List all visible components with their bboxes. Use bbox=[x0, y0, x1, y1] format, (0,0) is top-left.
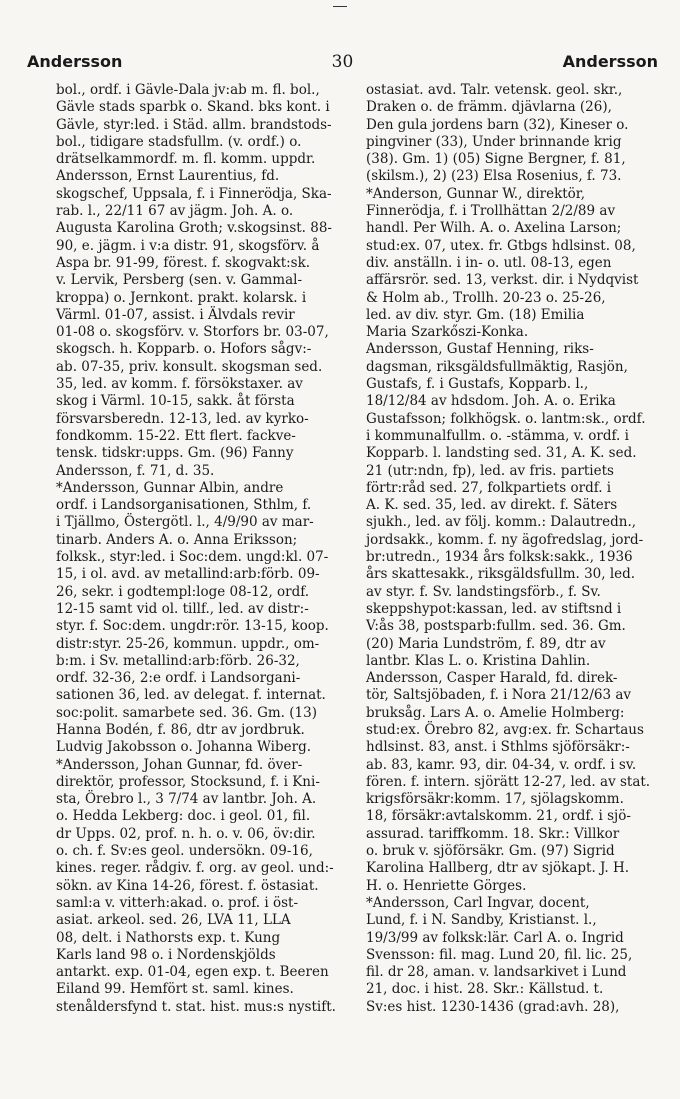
text-line: stenåldersfynd t. stat. hist. mus:s nystift. bbox=[56, 998, 336, 1015]
text-line: Hanna Bodén, f. 86, dtr av jordbruk. bbox=[56, 721, 305, 738]
text-line: förtr:råd sed. 27, folkpartiets ordf. i bbox=[366, 479, 612, 496]
text-line: o. ch. f. Sv:es geol. undersökn. 09-16, bbox=[56, 843, 313, 860]
text-line: Gustafsson; folkhögsk. o. lantm:sk., ordf. bbox=[366, 410, 646, 427]
text-line: dagsman, riksgäldsfullmäktig, Rasjön, bbox=[366, 358, 628, 375]
text-line: (skilsm.), 2) (23) Elsa Rosenius, f. 73. bbox=[366, 168, 622, 185]
text-line: affärsrör. sed. 13, verkst. dir. i Nydqvist bbox=[366, 272, 639, 289]
text-line: 26, sekr. i godtempl:loge 08-12, ordf. bbox=[56, 583, 310, 600]
text-line: av styr. f. Sv. landstingsförb., f. Sv. bbox=[366, 583, 601, 600]
text-line: bruksåg. Lars A. o. Amelie Holmberg: bbox=[366, 704, 625, 721]
text-line: 08, delt. i Nathorsts exp. t. Kung bbox=[56, 929, 281, 946]
entry-heading-line: Andersson, Gustaf Henning, riks- bbox=[366, 341, 594, 358]
running-head-left: Andersson bbox=[27, 52, 123, 71]
text-line: tensk. tidskr:upps. Gm. (96) Fanny bbox=[56, 445, 294, 462]
text-line: Värml. 01-07, assist. i Älvdals revir bbox=[56, 306, 295, 323]
text-line: sökn. av Kina 14-26, förest. f. östasiat. bbox=[56, 877, 319, 894]
text-line: Eiland 99. Hemfört st. saml. kines. bbox=[56, 981, 294, 998]
text-line: fil. dr 28, aman. v. landsarkivet i Lund bbox=[366, 964, 627, 981]
text-line: Augusta Karolina Groth; v.skogsinst. 88- bbox=[56, 220, 332, 237]
text-line: div. anställn. i in- o. utl. 08-13, egen bbox=[366, 254, 612, 271]
text-line: o. bruk v. sjöförsäkr. Gm. (97) Sigrid bbox=[366, 843, 615, 860]
text-line: tinarb. Anders A. o. Anna Eriksson; bbox=[56, 531, 298, 548]
text-line: krigsförsäkr:komm. 17, sjölagskomm. bbox=[366, 791, 624, 808]
text-line: asiat. arkeol. sed. 26, LVA 11, LLA bbox=[56, 912, 291, 929]
text-line: Svensson: fil. mag. Lund 20, fil. lic. 25, bbox=[366, 946, 633, 963]
text-line: Ludvig Jakobsson o. Johanna Wiberg. bbox=[56, 739, 312, 756]
text-line: tör, Saltsjöbaden, f. i Nora 21/12/63 av bbox=[366, 687, 632, 704]
text-line: års skattesakk., riksgäldsfullm. 30, led. bbox=[366, 566, 636, 583]
text-line: b:m. i Sv. metallind:arb:förb. 26-32, bbox=[56, 652, 300, 669]
text-line: Gävle, styr:led. i Städ. allm. brandstods- bbox=[56, 116, 332, 133]
entry-heading-line: *Andersson, Gunnar Albin, andre bbox=[56, 479, 284, 496]
text-line: skogsch. h. Kopparb. o. Hofors sågv:- bbox=[56, 341, 312, 358]
text-line: 21, doc. i hist. 28. Skr.: Källstud. t. bbox=[366, 981, 604, 998]
text-line: sationen 36, led. av delegat. f. internat. bbox=[56, 687, 326, 704]
text-line: 18/12/84 av hdsdom. Joh. A. o. Erika bbox=[366, 393, 616, 410]
entry-heading-line: Andersson, Ernst Laurentius, fd. bbox=[56, 168, 280, 185]
text-line: H. o. Henriette Görges. bbox=[366, 877, 527, 894]
text-line: A. K. sed. 35, led. av direkt. f. Säters bbox=[366, 497, 618, 514]
text-line: (20) Maria Lundström, f. 89, dtr av bbox=[366, 635, 606, 652]
page-number: 30 bbox=[331, 52, 354, 72]
text-line: Den gula jordens barn (32), Kineser o. bbox=[366, 116, 629, 133]
text-line: 21 (utr:ndn, fp), led. av fris. partiets bbox=[366, 462, 614, 479]
text-line: v. Lervik, Persberg (sen. v. Gammal- bbox=[56, 272, 303, 289]
text-line: Lund, f. i N. Sandby, Kristianst. l., bbox=[366, 912, 597, 929]
text-line: fören. f. intern. sjörätt 12-27, led. av stat. bbox=[366, 773, 651, 790]
text-line: Sv:es hist. 1230-1436 (grad:avh. 28), bbox=[366, 998, 620, 1015]
text-line: & Holm ab., Trollh. 20-23 o. 25-26, bbox=[366, 289, 606, 306]
text-line: led. av div. styr. Gm. (18) Emilia bbox=[366, 306, 585, 323]
text-line: assurad. tariffkomm. 18. Skr.: Villkor bbox=[366, 825, 620, 842]
text-line: dr Upps. 02, prof. n. h. o. v. 06, öv:dir. bbox=[56, 825, 316, 842]
text-line: ordf. i Landsorganisationen, Sthlm, f. bbox=[56, 497, 312, 514]
running-head-right: Andersson bbox=[562, 52, 658, 71]
text-line: i Tjällmo, Östergötl. l., 4/9/90 av mar- bbox=[56, 514, 314, 531]
left-column bbox=[56, 82, 362, 1016]
text-line: stud:ex. 07, utex. fr. Gtbgs hdlsinst. 08, bbox=[366, 237, 636, 254]
entry-heading-line: Andersson, Casper Harald, fd. direk- bbox=[366, 670, 618, 687]
page-header bbox=[27, 52, 658, 72]
text-line: försvarsberedn. 12-13, led. av kyrko- bbox=[56, 410, 309, 427]
text-line: 90, e. jägm. i v:a distr. 91, skogsförv. å bbox=[56, 237, 320, 254]
text-line: skogschef, Uppsala, f. i Finnerödja, Ska- bbox=[56, 185, 332, 202]
text-line: rab. l., 22/11 67 av jägm. Joh. A. o. bbox=[56, 203, 294, 220]
text-line: skeppshypot:kassan, led. av stiftsnd i bbox=[366, 600, 622, 617]
text-line: br:utredn., 1934 års folksk:sakk., 1936 bbox=[366, 549, 633, 566]
text-line: kines. reger. rådgiv. f. org. av geol. und:- bbox=[56, 860, 334, 877]
text-line: bol., tidigare stadsfullm. (v. ordf.) o. bbox=[56, 133, 302, 150]
text-line: Andersson, f. 71, d. 35. bbox=[56, 462, 215, 479]
text-line: drätselkammordf. m. fl. komm. uppdr. bbox=[56, 151, 316, 168]
text-line: sjukh., led. av följ. komm.: Dalautredn., bbox=[366, 514, 637, 531]
text-line: direktör, professor, Stocksund, f. i Kni- bbox=[56, 773, 320, 790]
text-line: 01-08 o. skogsförv. v. Storfors br. 03-07, bbox=[56, 324, 329, 341]
text-line: hdlsinst. 83, anst. i Sthlms sjöförsäkr:- bbox=[366, 739, 630, 756]
text-line: (38). Gm. 1) (05) Signe Bergner, f. 81, bbox=[366, 151, 626, 168]
text-line: lantbr. Klas L. o. Kristina Dahlin. bbox=[366, 652, 591, 669]
text-line: 35, led. av komm. f. försökstaxer. av bbox=[56, 376, 303, 393]
text-line: distr:styr. 25-26, kommun. uppdr., om- bbox=[56, 635, 320, 652]
text-line: handl. Per Wilh. A. o. Axelina Larson; bbox=[366, 220, 622, 237]
text-line: Maria Szarkőszi-Konka. bbox=[366, 324, 529, 341]
text-line: saml:a v. vitterh:akad. o. prof. i öst- bbox=[56, 894, 299, 911]
text-line: Karls land 98 o. i Nordenskjölds bbox=[56, 946, 276, 963]
text-line: Gävle stads sparbk o. Skand. bks kont. i bbox=[56, 99, 330, 116]
top-dash-mark bbox=[333, 6, 347, 7]
entry-heading-line: *Andersson, Johan Gunnar, fd. över- bbox=[56, 756, 303, 773]
entry-heading-line: *Andersson, Carl Ingvar, docent, bbox=[366, 894, 590, 911]
text-line: i kommunalfullm. o. -stämma, v. ordf. i bbox=[366, 427, 629, 444]
text-line: stud:ex. Örebro 82, avg:ex. fr. Schartaus bbox=[366, 721, 644, 738]
text-line: Gustafs, f. i Gustafs, Kopparb. l., bbox=[366, 376, 589, 393]
text-line: 18, försäkr:avtalskomm. 21, ordf. i sjö- bbox=[366, 808, 631, 825]
text-line: antarkt. exp. 01-04, egen exp. t. Beeren bbox=[56, 964, 329, 981]
text-line: ab. 83, kamr. 93, dir. 04-34, v. ordf. i sv. bbox=[366, 756, 637, 773]
text-line: V:ås 38, postsparb:fullm. sed. 36. Gm. bbox=[366, 618, 626, 635]
text-line: Draken o. de främm. djävlarna (26), bbox=[366, 99, 612, 116]
text-line: folksk., styr:led. i Soc:dem. ungd:kl. 07- bbox=[56, 549, 329, 566]
text-line: 19/3/99 av folksk:lär. Carl A. o. Ingrid bbox=[366, 929, 624, 946]
text-line: bol., ordf. i Gävle-Dala jv:ab m. fl. bol., bbox=[56, 82, 320, 98]
text-line: ostasiat. avd. Talr. vetensk. geol. skr., bbox=[366, 82, 623, 98]
text-line: skog i Värml. 10-15, sakk. åt första bbox=[56, 393, 295, 410]
text-line: sta, Örebro l., 3 7/74 av lantbr. Joh. A. bbox=[56, 791, 317, 808]
text-line: jordsakk., komm. f. ny ägofredslag, jord- bbox=[366, 531, 644, 548]
text-line: styr. f. Soc:dem. ungdr:rör. 13-15, koop. bbox=[56, 618, 329, 635]
entry-heading-line: *Anderson, Gunnar W., direktör, bbox=[366, 185, 586, 202]
text-line: Karolina Hallberg, dtr av sjökapt. J. H. bbox=[366, 860, 630, 877]
text-line: Aspa br. 91-99, förest. f. skogvakt:sk. bbox=[56, 254, 311, 271]
text-line: ordf. 32-36, 2:e ordf. i Landsorgani- bbox=[56, 670, 301, 687]
text-line: kroppa) o. Jernkont. prakt. kolarsk. i bbox=[56, 289, 307, 306]
text-line: soc:polit. samarbete sed. 36. Gm. (13) bbox=[56, 704, 317, 721]
text-line: o. Hedda Lekberg: doc. i geol. 01, fil. bbox=[56, 808, 311, 825]
text-line: Kopparb. l. landsting sed. 31, A. K. sed. bbox=[366, 445, 637, 462]
text-line: 15, i ol. avd. av metallind:arb:förb. 09- bbox=[56, 566, 320, 583]
text-line: fondkomm. 15-22. Ett flert. fackve- bbox=[56, 427, 296, 444]
text-line: pingviner (33), Under brinnande krig bbox=[366, 133, 622, 150]
right-column bbox=[366, 82, 672, 1016]
text-line: Finnerödja, f. i Trollhättan 2/2/89 av bbox=[366, 203, 616, 220]
text-line: ab. 07-35, priv. konsult. skogsman sed. bbox=[56, 358, 323, 375]
text-line: 12-15 samt vid ol. tillf., led. av distr:- bbox=[56, 600, 309, 617]
